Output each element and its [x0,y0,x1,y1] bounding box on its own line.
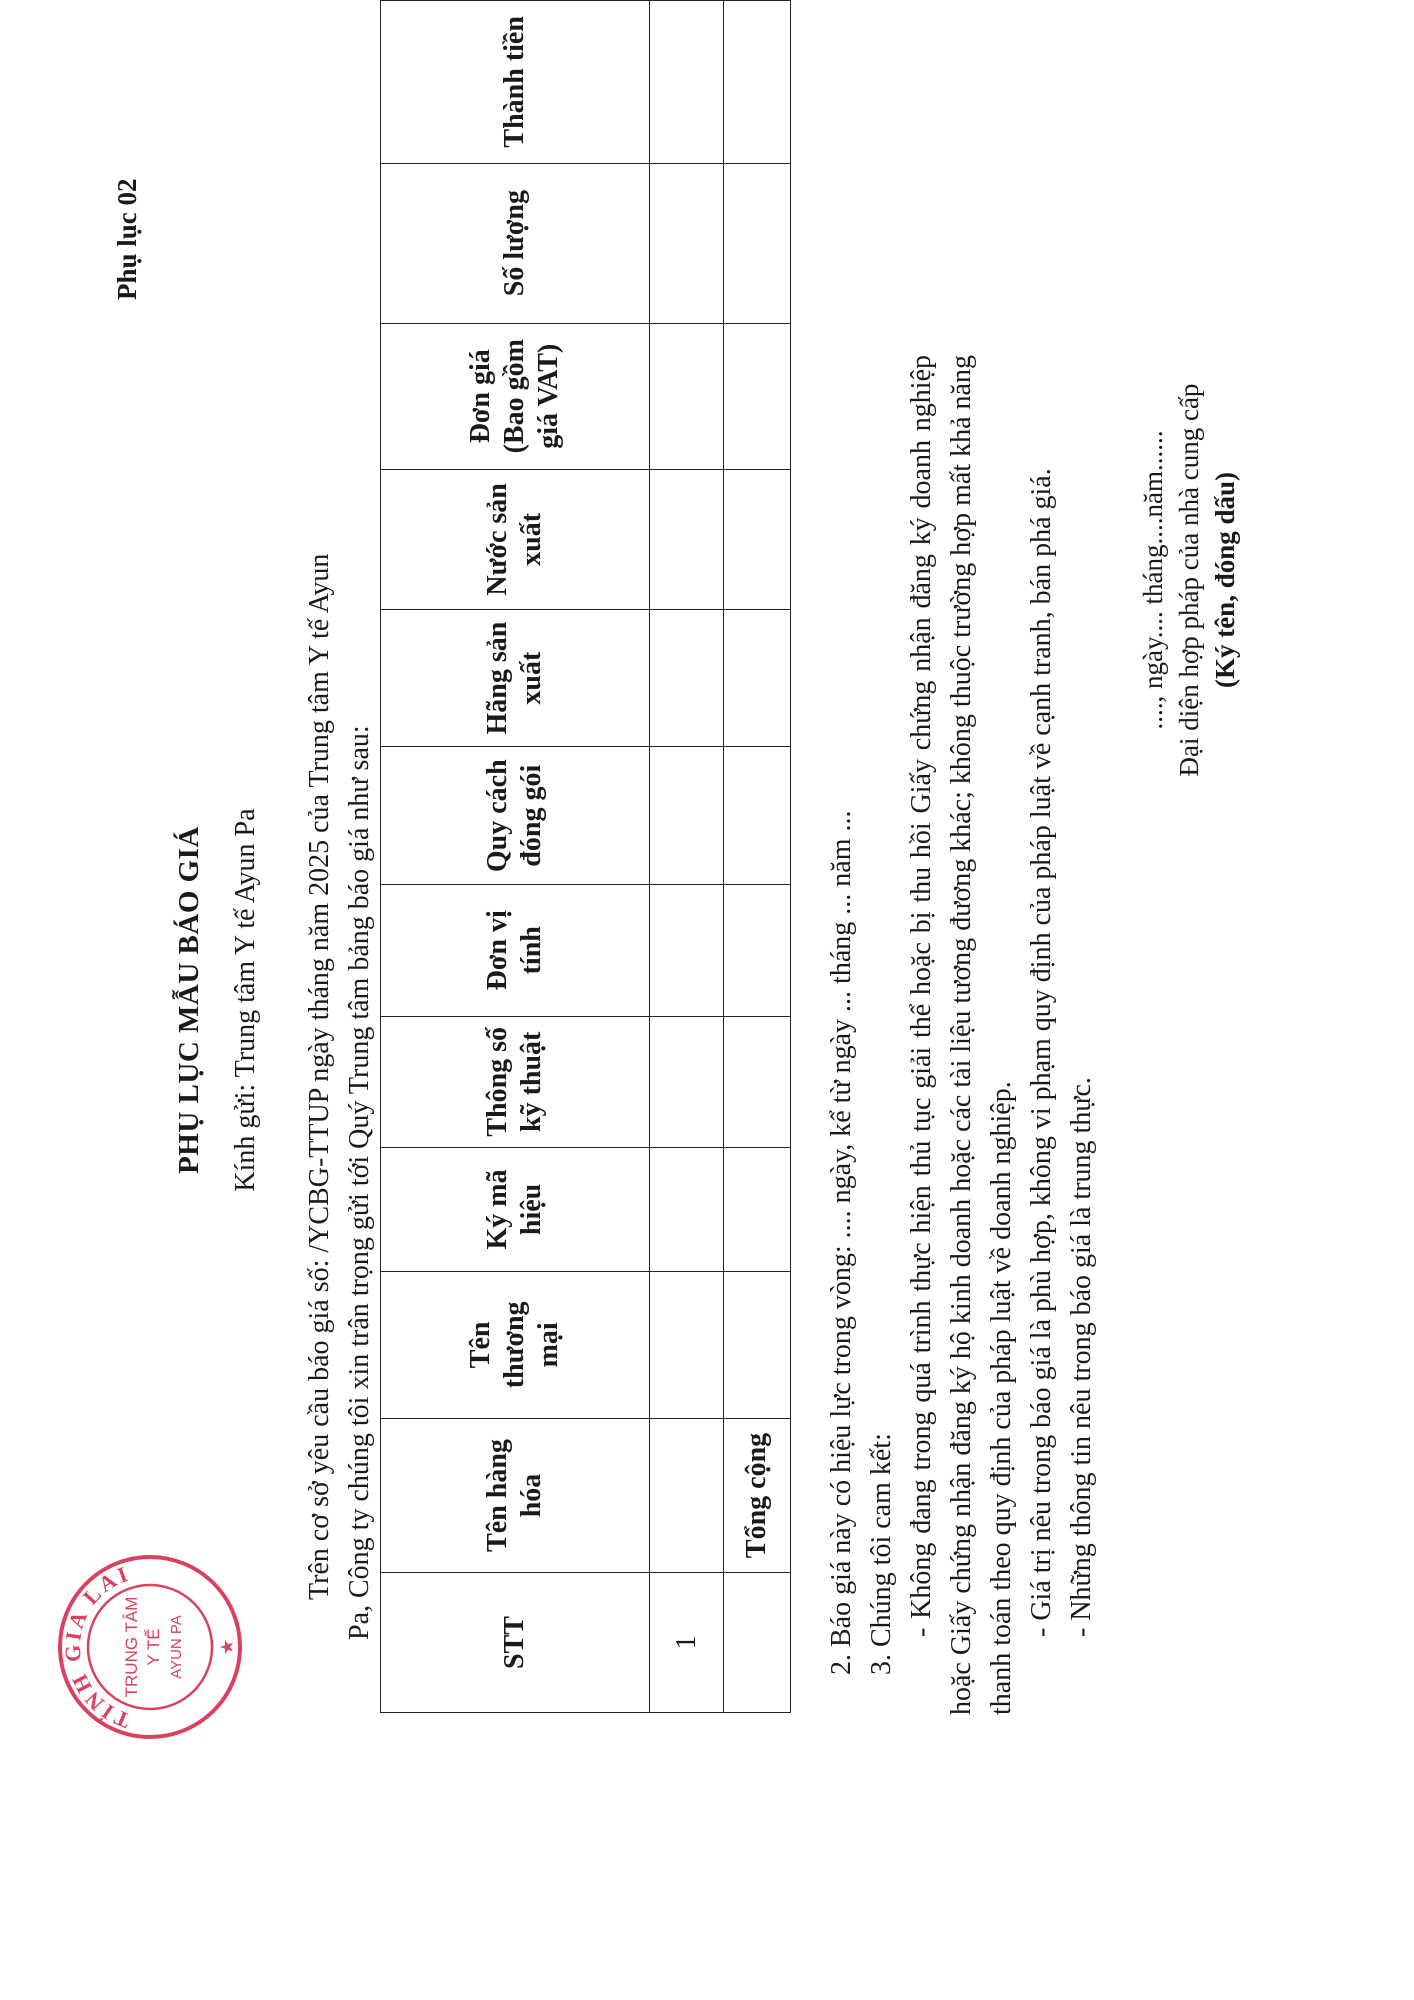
col-header-trade-name: Tên thương mại [381,1271,650,1418]
signature-date-line: ...., ngày.... tháng....năm...... [1138,430,1168,730]
col-header-model-code: Ký mã hiệu [381,1148,650,1272]
stamp-star-icon: ★ [217,1638,237,1656]
validity-note: 2. Báo giá này có hiệu lực trong vòng: .... ngày, kể từ ngày ... tháng ... năm ... [826,810,857,1675]
stamp-center-1: TRUNG TÂM [122,1596,141,1698]
table-header-row [381,1,650,1713]
cell-empty [650,1148,724,1272]
commit-item-1: - Không đang trong quá trình thực hiện thủ tục giải thể hoặc bị thu hồi Giấy chứng nhận đăng ký doanh nghiệp hoặc Giấy chứng nhận đăng ký hộ kinh doanh hoặc các tài liệu tương đương khác; không thuộc trường hợp mất khả năng thanh toán theo quy định của pháp luật về doanh nghiệp. [906,355,1017,1715]
cell-empty [650,1418,724,1572]
intro-paragraph [300,340,380,1640]
col-header-specs: Thông số kỹ thuật [381,1016,650,1148]
page-title: PHỤ LỤC MẪU BÁO GIÁ [173,826,205,1174]
cell-empty [650,747,724,885]
col-header-stt: STT [381,1572,650,1712]
stamp-center-2: Y TẾ [144,1628,163,1666]
cell-empty [724,323,791,469]
cell-empty [724,1148,791,1272]
cell-empty [650,1271,724,1418]
signature-role: Đại diện hợp pháp của nhà cung cấp [1174,383,1204,777]
notes-section [822,355,1102,1715]
cell-empty [724,1271,791,1418]
commit-item-3: - Những thông tin nêu trong báo giá là trung thực. [1066,1077,1097,1637]
stamp-ring-text: TỈNH GIA LAI [59,1560,134,1734]
col-header-total: Thành tiền [381,1,650,164]
official-stamp [55,1552,245,1742]
cell-empty [724,747,791,885]
recipient-line: Kính gửi: Trung tâm Y tế Ayun Pa [230,808,261,1192]
table-row [650,1,724,1713]
cell-stt: 1 [650,1572,724,1712]
col-header-manufacturer: Hãng sản xuất [381,609,650,747]
quotation-table [380,0,791,1713]
cell-empty [650,1016,724,1148]
cell-empty [724,1,791,164]
cell-empty [650,323,724,469]
cell-empty [724,469,791,609]
col-header-unit: Đơn vị tính [381,885,650,1016]
cell-empty [650,1,724,164]
table-total-row [724,1,791,1713]
cell-empty [724,609,791,747]
cell-empty [650,163,724,323]
col-header-packaging: Quy cách đóng gói [381,747,650,885]
col-header-item-name: Tên hàng hóa [381,1418,650,1572]
commit-heading: 3. Chúng tôi cam kết: [866,1433,897,1675]
col-header-quantity: Số lượng [381,163,650,323]
cell-empty [724,1016,791,1148]
cell-empty [650,885,724,1016]
intro-line-1: Trên cơ sở yêu cầu báo giá số: /YCBG-TTUP ngày tháng năm 2025 của Trung tâm Y tế Ayun [304,553,335,1600]
commit-item-2: - Giá trị nêu trong báo giá là phù hợp, không vi phạm quy định của pháp luật về cạnh tranh, bán phá giá. [1026,468,1057,1637]
cell-empty [724,163,791,323]
cell-empty [650,609,724,747]
col-header-unit-price: Đơn giá (Bao gồm giá VAT) [381,323,650,469]
signature-block [1135,345,1243,815]
cell-empty [724,885,791,1016]
total-label: Tổng cộng [724,1418,791,1572]
appendix-label: Phụ lục 02 [112,178,142,300]
col-header-country: Nước sản xuất [381,469,650,609]
cell-empty [650,469,724,609]
signature-instruction: (Ký tên, đóng dấu) [1210,471,1240,689]
intro-line-2: Pa, Công ty chúng tôi xin trân trọng gửi tới Quý Trung tâm bảng báo giá như sau: [344,725,375,1640]
stamp-center-3: AYUN PA [168,1615,185,1679]
cell-empty [724,1572,791,1712]
